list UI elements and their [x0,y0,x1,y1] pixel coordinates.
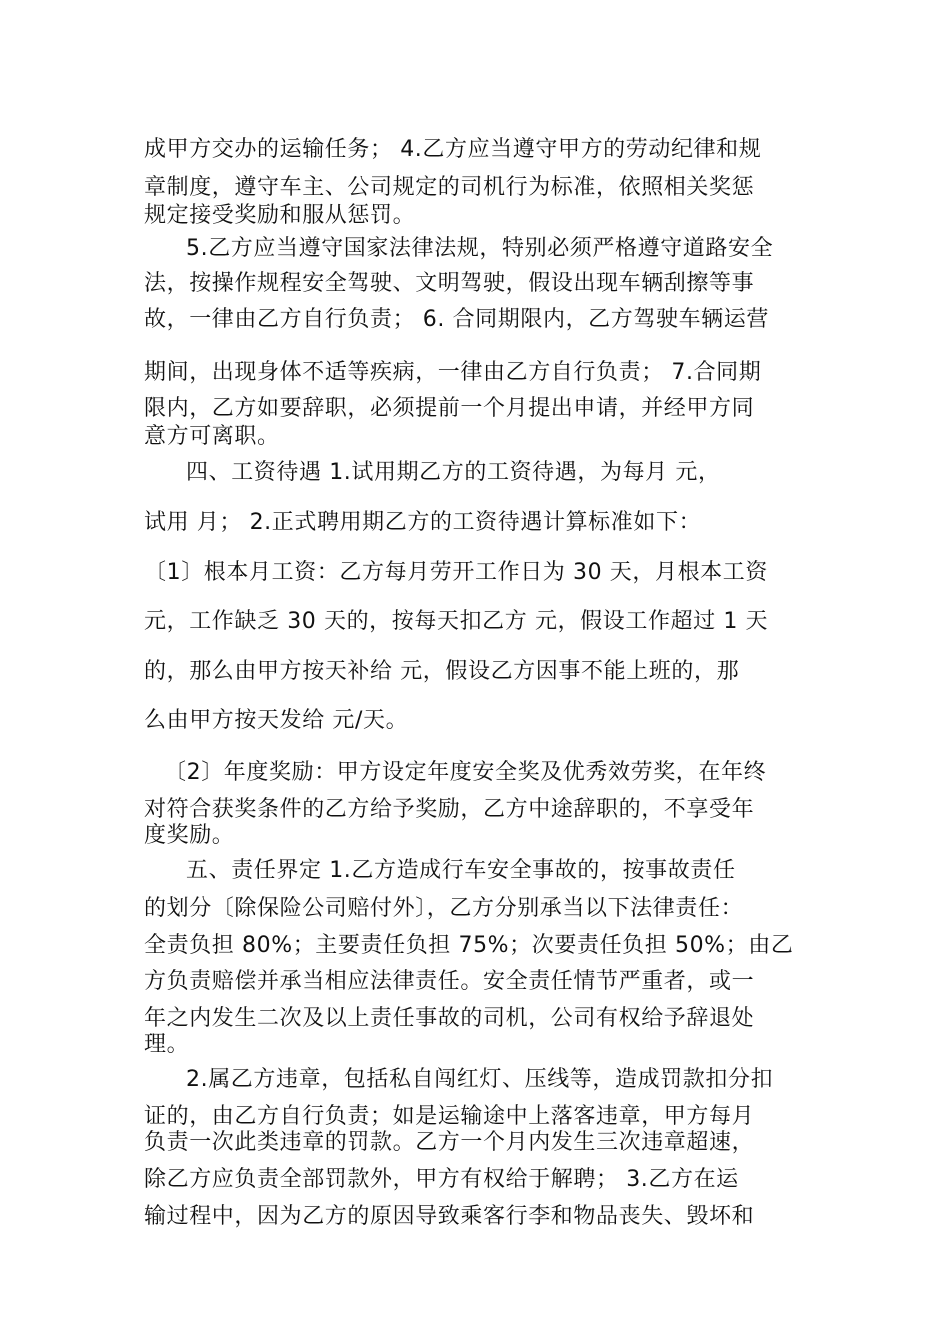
text-line: 理。 [144,1032,190,1057]
section-heading-liability: 五、责任界定 1.乙方造成行车安全事故的，按事故责任 [186,858,736,883]
section-heading-wages: 四、工资待遇 1.试用期乙方的工资待遇，为每月 元， [186,460,721,485]
text-line: 〔1〕根本月工资：乙方每月劳开工作日为 30 天，月根本工资 [144,560,768,585]
text-line: 〔2〕年度奖励：甲方设定年度安全奖及优秀效劳奖，在年终 [164,760,767,785]
text-line: 期间，出现身体不适等疾病，一律由乙方自行负责； 7.合同期 [144,360,762,385]
text-line: 章制度，遵守车主、公司规定的司机行为标准，依照相关奖惩 [144,175,755,200]
text-line: 成甲方交办的运输任务； 4.乙方应当遵守甲方的劳动纪律和规 [144,137,762,162]
text-line: 的划分〔除保险公司赔付外〕，乙方分别承当以下法律责任： [144,896,744,921]
text-line: 2.属乙方违章，包括私自闯红灯、压线等，造成罚款扣分扣 [186,1067,774,1092]
text-line: 度奖励。 [144,823,235,848]
text-line: 方负责赔偿并承当相应法律责任。安全责任情节严重者，或一 [144,969,755,994]
text-line: 意方可离职。 [144,424,280,449]
text-line: 年之内发生二次及以上责任事故的司机，公司有权给予辞退处 [144,1006,755,1031]
text-line: 对符合获奖条件的乙方给予奖励，乙方中途辞职的，不享受年 [144,797,755,822]
text-line: 元，工作缺乏 30 天的，按每天扣乙方 元，假设工作超过 1 天 [144,609,769,634]
text-line: 的，那么由甲方按天补给 元，假设乙方因事不能上班的，那 [144,659,740,684]
text-line: 除乙方应负责全部罚款外，甲方有权给于解聘； 3.乙方在运 [144,1167,739,1192]
text-line: 5.乙方应当遵守国家法律法规，特别必须严格遵守道路安全 [186,236,774,261]
text-line: 故，一律由乙方自行负责； 6. 合同期限内，乙方驾驶车辆运营 [144,307,769,332]
text-line: 输过程中，因为乙方的原因导致乘客行李和物品丧失、毁坏和 [144,1204,755,1229]
text-line: 么由甲方按天发给 元/天。 [144,708,409,733]
text-line: 规定接受奖励和服从惩罚。 [144,203,416,228]
text-line: 证的，由乙方自行负责；如是运输途中上落客违章，甲方每月 [144,1104,755,1129]
text-line: 限内，乙方如要辞职，必须提前一个月提出申请，并经甲方同 [144,396,755,421]
text-line: 法，按操作规程安全驾驶、文明驾驶，假设出现车辆刮擦等事 [144,271,755,296]
text-line: 全责负担 80%；主要责任负担 75%；次要责任负担 50%；由乙 [144,933,794,958]
text-line: 负责一次此类违章的罚款。乙方一个月内发生三次违章超速， [144,1130,755,1155]
text-line: 试用 月； 2.正式聘用期乙方的工资待遇计算标准如下： [144,510,702,535]
